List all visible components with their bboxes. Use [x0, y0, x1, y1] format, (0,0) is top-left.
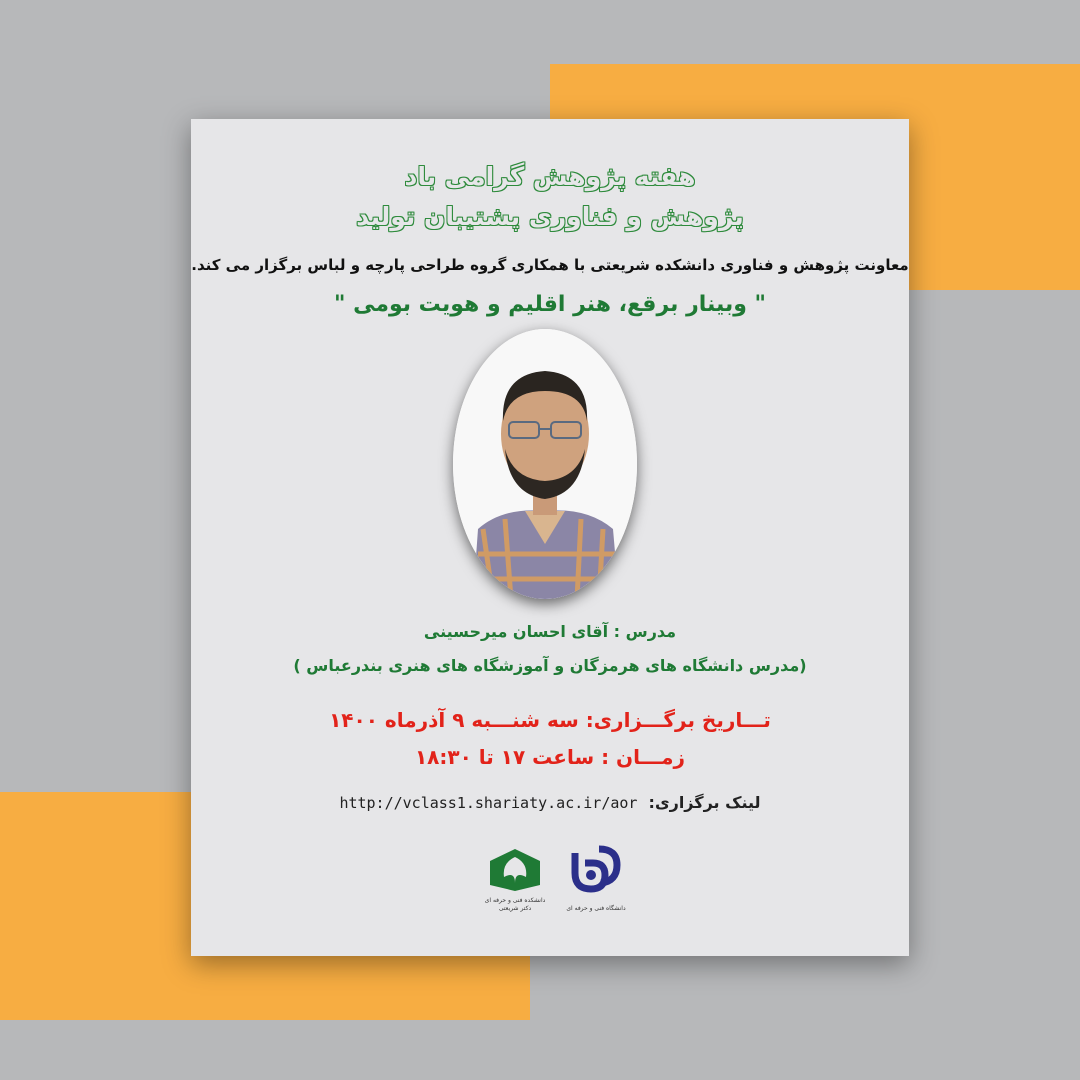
- instructor-photo: [453, 329, 637, 599]
- event-time: زمـــان : ساعت ۱۷ تا ۱۸:۳۰: [414, 745, 686, 769]
- research-week-heading: هفته پژوهش گرامی باد: [404, 162, 696, 191]
- shariaty-caption-2: دکتر شریعتی: [498, 905, 532, 912]
- webinar-link-row: [191, 793, 909, 812]
- tvu-emblem-icon: [565, 843, 627, 901]
- organizer-intro: معاونت پژوهش و فناوری دانشکده شریعتی با همکاری گروه طراحی پارچه و لباس برگزار می کند.: [191, 256, 909, 274]
- shariaty-emblem-icon: [482, 847, 548, 893]
- poster-card: [191, 119, 909, 956]
- webinar-link-url[interactable]: http://vclass1.shariaty.ac.ir/aor: [339, 794, 638, 812]
- shariaty-caption-1: دانشکده فنی و حرفه ای: [484, 897, 546, 904]
- tvu-logo: [565, 843, 627, 913]
- instructor-name: مدرس : آقای احسان میرحسینی: [423, 622, 677, 641]
- shariaty-college-logo: [482, 847, 548, 913]
- tvu-caption: دانشگاه فنی و حرفه ای: [566, 905, 626, 912]
- event-date: تـــاریخ برگـــزاری: سه شنـــبه ۹ آذرماه ۱۴۰۰: [329, 708, 771, 732]
- instructor-portrait-image: [453, 329, 637, 599]
- webinar-link-label: لینک برگزاری:: [648, 793, 761, 812]
- webinar-title: " وبینار برقع، هنر اقلیم و هویت بومی ": [333, 292, 767, 317]
- research-slogan-heading: پژوهش و فناوری پشتیبان تولید: [356, 202, 744, 231]
- instructor-affiliation: (مدرس دانشگاه های هرمزگان و آموزشگاه های هنری بندرعباس ): [293, 656, 807, 675]
